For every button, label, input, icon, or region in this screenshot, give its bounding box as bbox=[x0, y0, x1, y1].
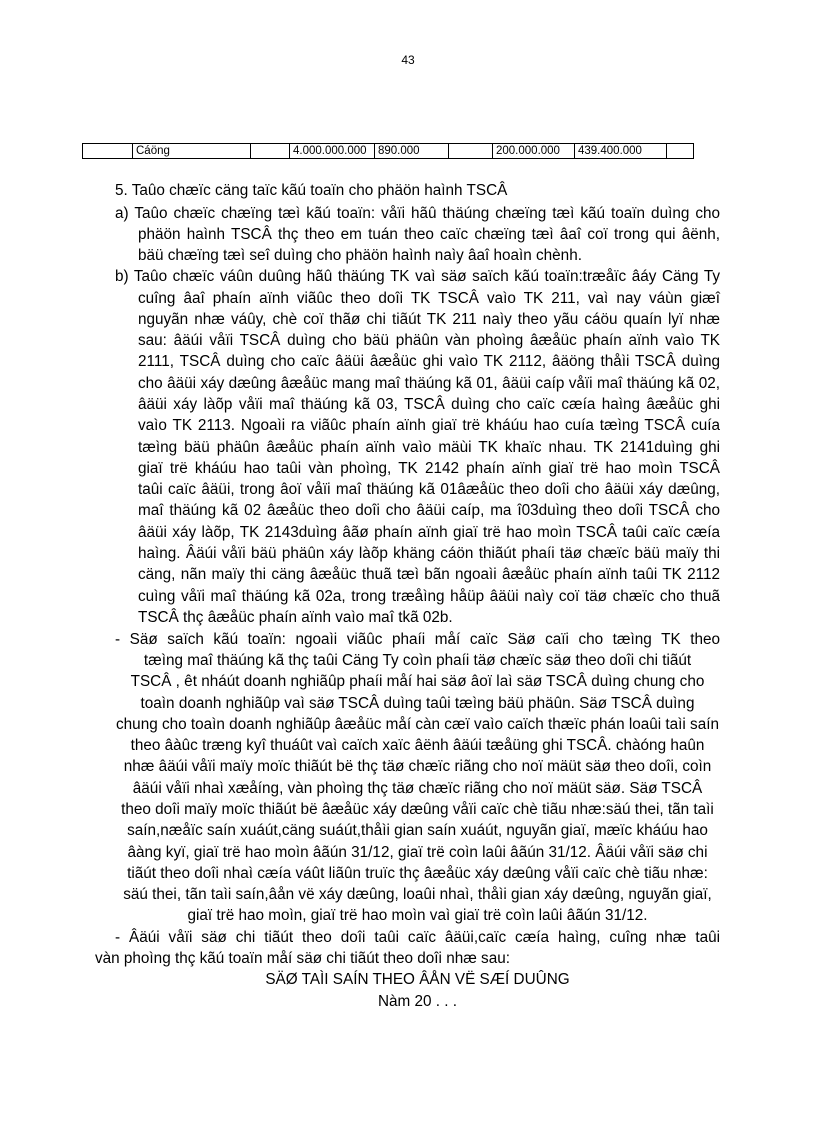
dash-paragraph-line: tiãút theo doîi nhaì cæía váût liãûn truïc thç âæåüc xáy dæûng våïi caïc chè tiãu nhæ: bbox=[127, 865, 708, 882]
item-b-line: b) Taûo chæïc váûn duûng hãû thäúng TK vaì säø saïch kãú toaïn:træåïc âáy Cäng Ty bbox=[115, 268, 720, 285]
item-a-line: bäü chæïng tæì seî duìng cho phäön haình naìy âaî hoaìn chènh. bbox=[138, 247, 582, 264]
item-b-line: 2111, TSCÂ duìng cho caïc âäüi âæåüc ghi vaìo TK 2112, âäöng thåìi TSCÂ duìng bbox=[138, 353, 720, 370]
table-cell bbox=[251, 144, 290, 159]
dash-paragraph-line: toaìn doanh nghiãûp vaì säø TSCÂ duìng taûi tæìng bäü phäûn. Säø TSCÂ duìng bbox=[140, 695, 695, 712]
dash-paragraph-line: vàn phoìng thç kãú toaïn måí säø chi tiãút theo doîi nhæ sau: bbox=[95, 950, 510, 967]
item-b-line: giaï trë kháúu hao taûi vàn phoìng, TK 2142 phaín aïnh giaï trë hao moìn TSCÂ bbox=[138, 460, 720, 477]
summary-table-row bbox=[82, 143, 694, 159]
dash-paragraph-line: saín,næåïc saín xuáút,cäng suáút,thåìi gian saín xuáút, nguyãn giaï, mæïc kháúu hao bbox=[127, 822, 708, 839]
item-b-line: cuîng âaî phaín aïnh viãûc theo doîi TK TSCÂ vaìo TK 211, vaì nay váùn giæî bbox=[138, 290, 720, 307]
dash-paragraph-line: TSCÂ , êt nháút doanh nghiãûp phaíi måí hai säø âoï laì säø TSCÂ duìng chung cho bbox=[130, 673, 705, 690]
table-cell-value: 4.000.000.000 bbox=[290, 144, 375, 159]
item-b-line: âäüi xáy làõp våïi maî thäúng kã 03, TSCÂ duìng cho caïc cæía haìng âæåüc ghi bbox=[138, 396, 720, 413]
dash-paragraph-line: âäúi våïi nhaì xæåíng, vàn phoìng thç täø chæïc riãng cho noï mäüt säø. Säø TSCÂ bbox=[132, 780, 703, 797]
section-heading: 5. Taûo chæïc cäng taïc kãú toaïn cho phäön haình TSCÂ bbox=[115, 182, 508, 199]
item-b-line: tæìng bäü phäûn âæåüc phaín aïnh vaìo mäùi TK khaïc nhau. TK 2141duìng ghi bbox=[138, 439, 720, 456]
dash-paragraph-line: tæìng maî thäúng kã thç taûi Cäng Ty coìn phaíi täø chæïc säø theo doîi chi tiãút bbox=[143, 652, 692, 669]
sub-title: SÄØ TAÌI SAÍN THEO ÂÅN VË SÆÍ DUÛNG bbox=[265, 971, 570, 988]
item-b-line: cho âäüi xáy dæûng âæåüc mang maî thäúng kã 01, âäüi caíp våïi maî thäúng kã 02, bbox=[138, 375, 720, 392]
dash-paragraph-line: - Säø saïch kãú toaïn: ngoaìi viãûc phaíi måí caïc Säø caïi cho tæìng TK theo bbox=[115, 631, 720, 648]
table-cell-label: Cáöng bbox=[133, 144, 251, 159]
item-b-line: maî thäúng kã 02 âæåüc theo doîi cho âäüi caíp, ma î03duìng theo doîi TSCÂ cho bbox=[138, 502, 720, 519]
item-b-line: cuìng våïi maî thäúng kã 02a, trong træåìng håüp âäüi naìy coï täø chæïc cho thuã bbox=[138, 588, 720, 605]
dash-paragraph-line: theo doîi maïy moïc thiãút bë âæåüc xáy dæûng våïi caïc chè tiãu nhæ:säú thei, tãn taìi bbox=[121, 801, 714, 818]
table-cell bbox=[449, 144, 493, 159]
table-cell-value: 200.000.000 bbox=[493, 144, 575, 159]
dash-paragraph-line: âàng kyï, giaï trë hao moìn âãún 31/12, giaï trë coìn laûi âãún 31/12. Âäúi våïi säø chi bbox=[127, 844, 708, 861]
sub-title-year: Nàm 20 . . . bbox=[377, 993, 458, 1010]
dash-paragraph-line: - Âäúi våïi säø chi tiãút theo doîi taûi caïc âäüi,caïc cæía haìng, cuîng nhæ taûi bbox=[115, 929, 720, 946]
item-a-line: a) Taûo chæïc chæïng tæì kãú toaïn: våïi hãû thäúng chæïng tæì kãú toaïn duìng cho bbox=[115, 205, 720, 222]
item-b-line: haìng. Âäúi våïi bäü phäûn xáy làõp khäng cáön thiãút phaíi täø chæïc bäü maïy thi bbox=[138, 545, 720, 562]
dash-paragraph-line: giaï trë hao moìn, giaï trë hao moìn vaì giaï trë coìn laûi âãún 31/12. bbox=[187, 907, 648, 924]
table-cell bbox=[83, 144, 133, 159]
table-cell bbox=[667, 144, 694, 159]
item-b-line: vaìo TK 2113. Ngoaìi ra viãûc phaín aïnh giaï trë kháúu hao cuía tæìng TSCÂ cuía bbox=[138, 417, 720, 434]
item-a-line: phäön haình TSCÂ thç theo em tuán theo caïc chæïng tæì âaî coï trong qui âënh, bbox=[138, 226, 720, 243]
item-b-line: taûi caïc âäüi, trong âoï våïi maî thäúng kã 01âæåüc theo doîi cho âäüi xáy dæûng, bbox=[138, 481, 720, 498]
dash-paragraph-line: säú thei, tãn taìi saín,âån vë xáy dæûng, loaûi nhaì, thåìi gian xáy dæûng, nguyãn giaï, bbox=[123, 886, 712, 903]
item-b-line: âäüi xáy làõp, TK 2143duìng âãø phaín aïnh giaï trë hao moìn TSCÂ taûi caïc cæía bbox=[138, 524, 720, 541]
dash-paragraph-line: theo âàûc træng kyî thuáût vaì caïch xaïc âënh âäúi tæåüng ghi TSCÂ. chàóng haûn bbox=[130, 737, 705, 754]
dash-paragraph-line: chung cho toaìn doanh nghiãûp âæåüc måí càn cæï vaìo caïch thæïc phán loaûi taìi saín bbox=[116, 716, 719, 733]
item-b-line: nguyãn nhæ váûy, chè coï thãø chi tiãút TK 211 naìy theo yãu cáöu quaín lyï nhæ bbox=[138, 311, 720, 328]
item-b-line: TSCÂ thç âæåüc phaín aïnh vaìo maî tkã 02b. bbox=[138, 609, 453, 626]
table-cell-value: 439.400.000 bbox=[575, 144, 667, 159]
page-number: 43 bbox=[401, 53, 415, 67]
table-row bbox=[83, 144, 694, 159]
item-b-line: sau: âäúi våïi TSCÂ duìng cho bäü phäûn vàn phoìng âæåüc phaín aïnh vaìo TK bbox=[138, 332, 720, 349]
item-b-line: cäng, nãn maïy thi cäng âæåüc thuã tæì bãn ngoaìi âæåüc phaín aïnh taûi TK 2112 bbox=[138, 566, 720, 583]
dash-paragraph-line: nhæ âäúi våïi maïy moïc thiãút bë thç täø chæïc riãng cho noï mäüt säø theo doîi, coìn bbox=[123, 758, 712, 775]
table-cell-value: 890.000 bbox=[375, 144, 449, 159]
